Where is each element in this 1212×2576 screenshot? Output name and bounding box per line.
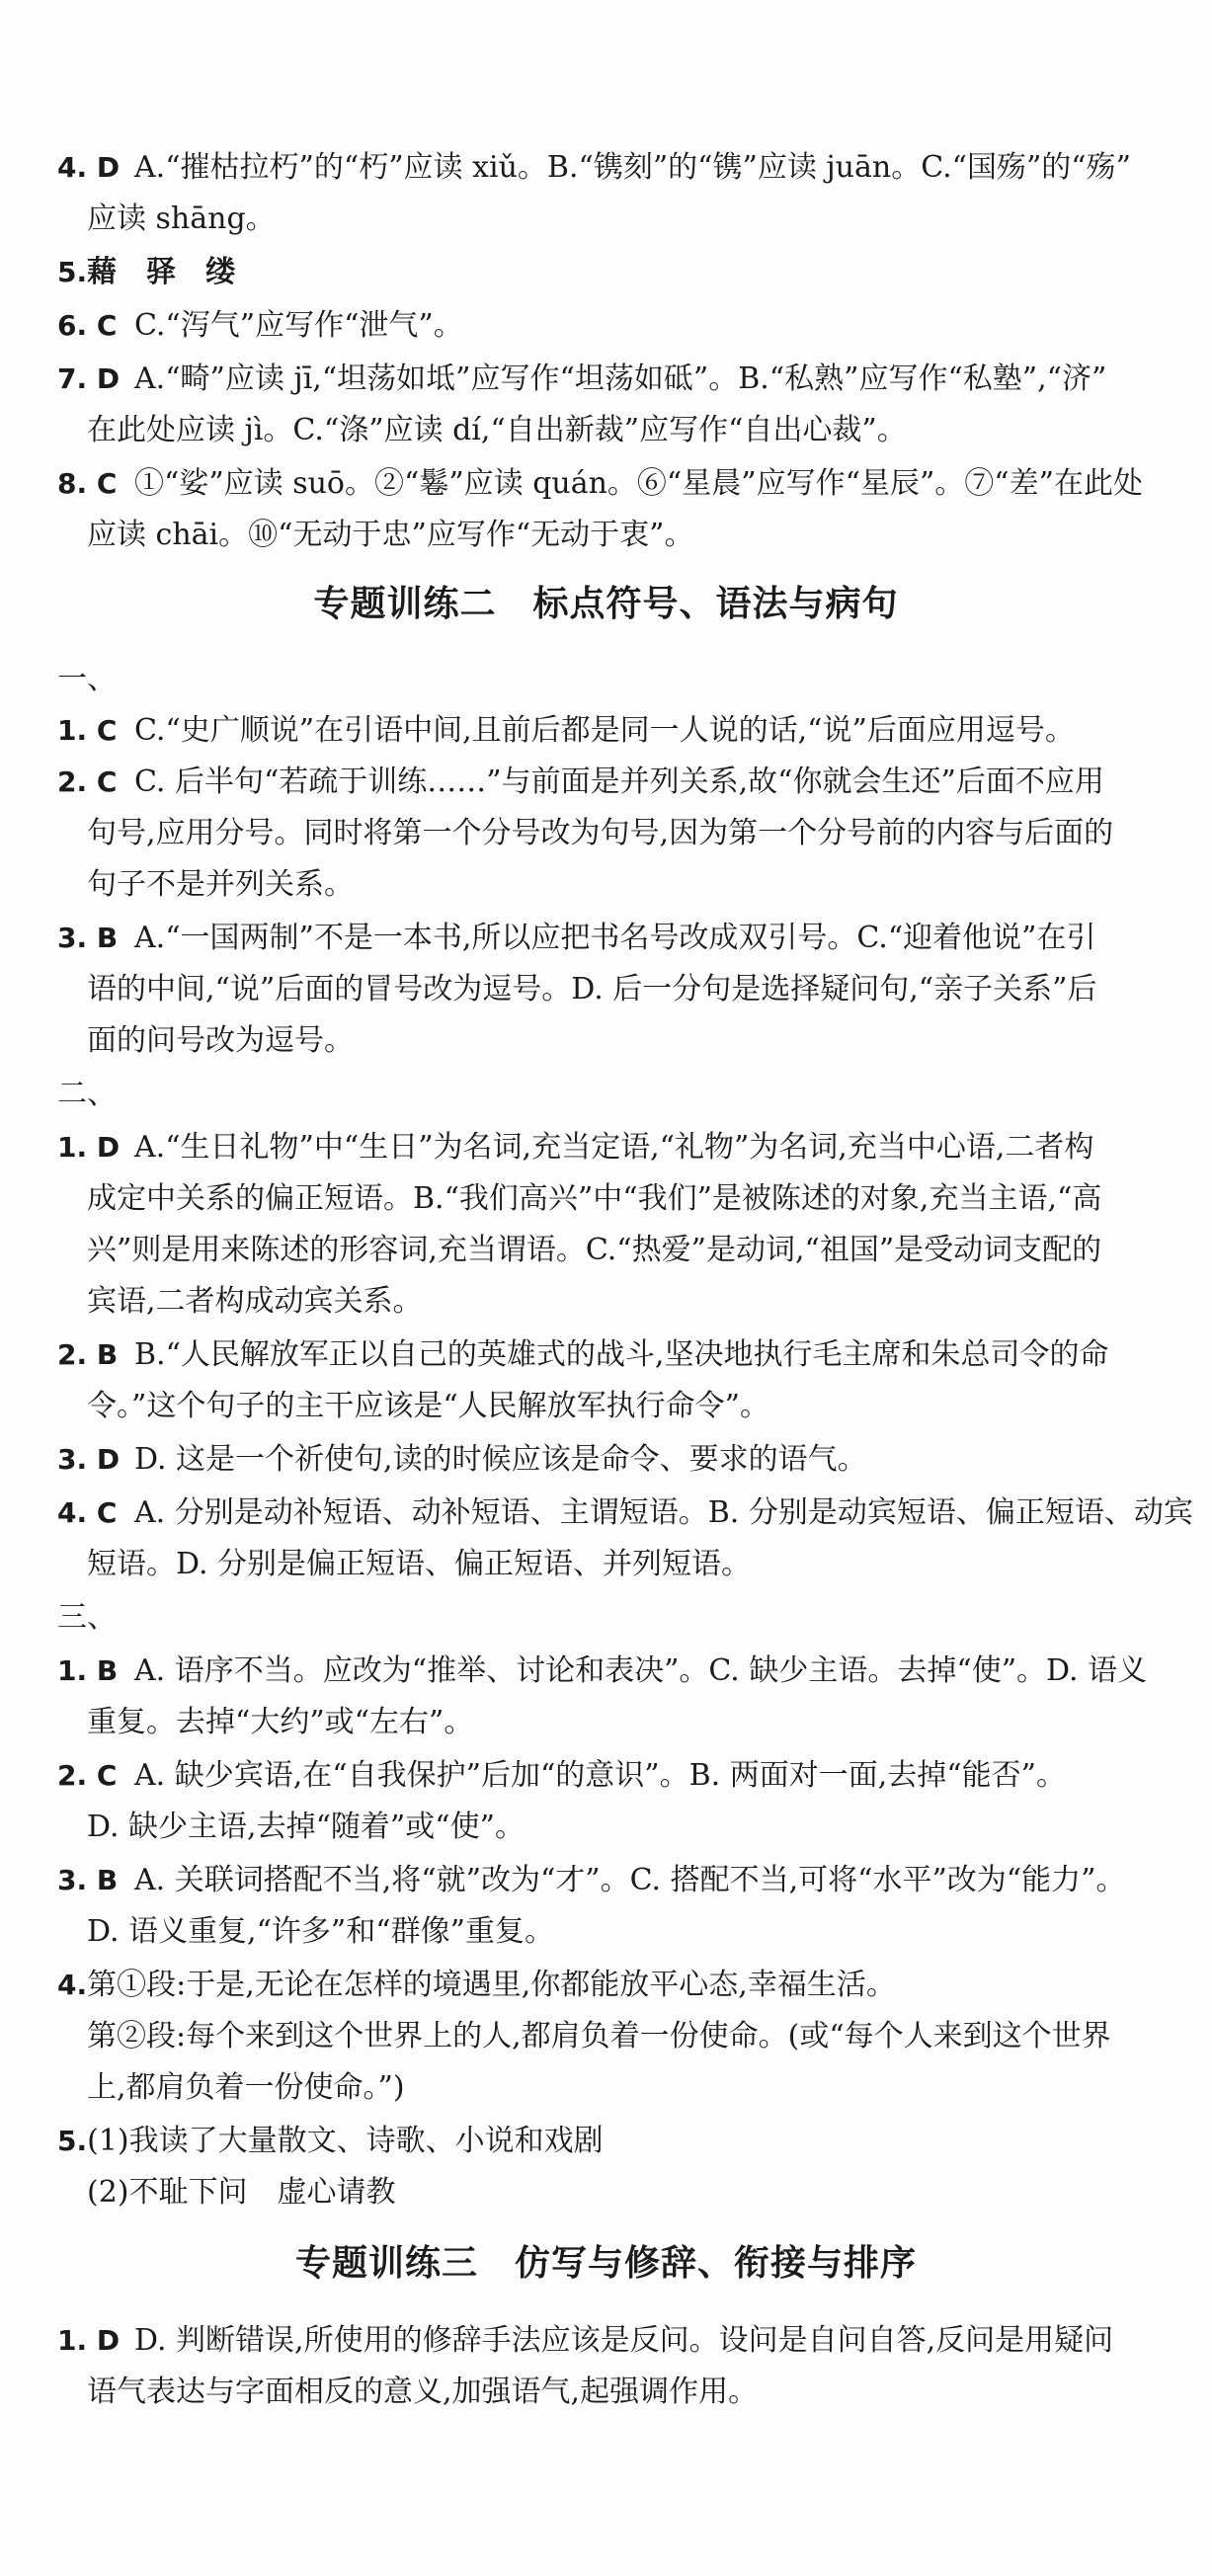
line	[0, 919, 1212, 958]
item-text: A.“生日礼物”中“生日”为名词,充当定语,“礼物”为名词,充当中心语,二者构	[134, 1130, 1094, 1165]
item-number: 6. C	[57, 309, 118, 342]
line	[0, 516, 1212, 555]
item-text: 语的中间,“说”后面的冒号改为逗号。D. 后一分句是选择疑问句,“亲子关系”后	[87, 972, 1097, 1006]
item-text: 第①段:于是,无论在怎样的境遇里,你都能放平心态,幸福生活。	[87, 1968, 896, 2002]
line	[0, 411, 1212, 450]
line	[0, 1493, 1212, 1533]
item-text: 第②段:每个来到这个世界上的人,都肩负着一份使命。(或“每个人来到这个世界	[87, 2019, 1111, 2053]
item-text: B.“人民解放军正以自己的英雄式的战斗,坚决地执行毛主席和朱总司令的命	[134, 1337, 1109, 1372]
item-number: 2. C	[57, 1759, 118, 1792]
item-text: D. 语义重复,“许多”和“群像”重复。	[87, 1914, 554, 1949]
line	[0, 360, 1212, 399]
line	[0, 253, 1212, 292]
item-text: ①“娑”应读 suō。②“鬈”应读 quán。⑥“星晨”应写作“星辰”。⑦“差”在此处	[134, 466, 1143, 501]
line	[0, 200, 1212, 239]
item-text: 句子不是并列关系。	[87, 867, 354, 902]
item-text: 宾语,二者构成动宾关系。	[87, 1284, 423, 1319]
item-number: 1. D	[57, 1131, 121, 1164]
item-text: (1)我读了大量散文、诗歌、小说和戏剧	[87, 2124, 604, 2158]
line	[0, 1387, 1212, 1426]
line	[0, 970, 1212, 1009]
item-text: C. 后半句“若疏于训练……”与前面是并列关系,故“你就会生还”后面不应用	[134, 765, 1104, 799]
item-text: C.“史广顺说”在引语中间,且前后都是同一人说的话,“说”后面应用逗号。	[134, 713, 1075, 748]
item-number: 5.	[57, 256, 88, 288]
line	[0, 763, 1212, 802]
item-number: 3. B	[57, 922, 119, 954]
line	[0, 1440, 1212, 1480]
item-number: 7. D	[57, 362, 121, 395]
item-number: 1. B	[57, 1654, 119, 1687]
item-number: 8. C	[57, 467, 118, 500]
line	[0, 2068, 1212, 2108]
item-text: A. 缺少宾语,在“自我保护”后加“的意识”。B. 两面对一面,去掉“能否”。	[134, 1758, 1066, 1793]
line	[0, 1282, 1212, 1322]
line	[0, 814, 1212, 853]
item-number: 4.	[57, 1969, 88, 2001]
item-number: 2. B	[57, 1338, 119, 1371]
item-text: A. 关联词搭配不当,将“就”改为“才”。C. 搭配不当,可将“水平”改为“能力”。	[134, 1863, 1126, 1897]
item-number: 3. D	[57, 1443, 121, 1476]
section-heading: 专题训练二 标点符号、语法与病句	[313, 584, 899, 624]
item-text: D. 缺少主语,去掉“随着”或“使”。	[87, 1810, 525, 1844]
item-text: 应读 shāng。	[87, 201, 276, 236]
line	[0, 306, 1212, 346]
item-text: 兴”则是用来陈述的形容词,充当谓语。C.“热爱”是动词,“祖国”是受动词支配的	[87, 1233, 1102, 1267]
item-number: 1. C	[57, 714, 118, 747]
item-number: 1. D	[57, 2324, 121, 2357]
line	[0, 2017, 1212, 2056]
item-text: 应读 chāi。⑩“无动于忠”应写作“无动于衷”。	[87, 518, 694, 552]
item-text: A.“畸”应读 jī,“坦荡如坻”应写作“坦荡如砥”。B.“私熟”应写作“私塾”,“济”	[134, 362, 1107, 396]
line	[0, 1179, 1212, 1219]
line	[0, 1335, 1212, 1375]
item-text: A. 语序不当。应改为“推举、讨论和表决”。C. 缺少主语。去掉“使”。D. 语义	[134, 1653, 1148, 1688]
section-heading: 专题训练三 仿写与修辞、衔接与排序	[294, 2243, 917, 2284]
line	[0, 2173, 1212, 2213]
item-text: C.“泻气”应写作“泄气”。	[134, 308, 463, 343]
line	[0, 1756, 1212, 1796]
line	[0, 1808, 1212, 1847]
item-text: 成定中关系的偏正短语。B.“我们高兴”中“我们”是被陈述的对象,充当主语,“高	[87, 1181, 1102, 1216]
line	[0, 1966, 1212, 2005]
item-text: 上,都肩负着一份使命。”)	[87, 2070, 405, 2105]
item-number: 2. C	[57, 765, 118, 798]
subsection-label: 二、	[57, 1077, 117, 1111]
line	[0, 1651, 1212, 1691]
item-text: 藉 驿 缕	[87, 255, 236, 289]
item-text: (2)不耻下问 虚心请教	[87, 2175, 396, 2210]
line	[0, 1861, 1212, 1900]
line	[0, 2373, 1212, 2412]
item-text: 短语。D. 分别是偏正短语、偏正短语、并列短语。	[87, 1547, 752, 1581]
item-text: A.“一国两制”不是一本书,所以应把书名号改成双引号。C.“迎着他说”在引	[134, 921, 1096, 955]
subsection-label: 三、	[57, 1600, 117, 1635]
item-text: 面的问号改为逗号。	[87, 1023, 354, 1058]
item-text: 重复。去掉“大约”或“左右”。	[87, 1705, 474, 1739]
line	[0, 1912, 1212, 1952]
line	[0, 148, 1212, 188]
item-number: 4. D	[57, 151, 121, 184]
line	[0, 711, 1212, 751]
item-number: 4. C	[57, 1496, 118, 1529]
item-number: 3. B	[57, 1864, 119, 1896]
line	[0, 2321, 1212, 2361]
item-number: 5.	[57, 2125, 88, 2157]
line	[0, 1231, 1212, 1270]
line	[0, 1021, 1212, 1061]
item-text: 句号,应用分号。同时将第一个分号改为句号,因为第一个分号前的内容与后面的	[87, 816, 1114, 850]
item-text: D. 判断错误,所使用的修辞手法应该是反问。设问是自问自答,反问是用疑问	[134, 2323, 1114, 2358]
subsection-label: 一、	[57, 662, 117, 696]
item-text: A. 分别是动补短语、动补短语、主谓短语。B. 分别是动宾短语、偏正短语、动宾	[134, 1495, 1193, 1530]
item-text: 语气表达与字面相反的意义,加强语气,起强调作用。	[87, 2375, 759, 2409]
item-text: A.“摧枯拉朽”的“朽”应读 xiǔ。B.“镌刻”的“镌”应读 juān。C.“国殇”的“殇”	[134, 150, 1131, 185]
line	[0, 2122, 1212, 2161]
line	[0, 464, 1212, 504]
item-text: D. 这是一个祈使句,读的时候应该是命令、要求的语气。	[134, 1442, 867, 1477]
line	[0, 865, 1212, 905]
item-text: 在此处应读 jì。C.“涤”应读 dí,“自出新裁”应写作“自出心裁”。	[87, 413, 907, 447]
line	[0, 1128, 1212, 1167]
item-text: 令。”这个句子的主干应该是“人民解放军执行命令”。	[87, 1389, 770, 1423]
line	[0, 1545, 1212, 1584]
line	[0, 1703, 1212, 1742]
